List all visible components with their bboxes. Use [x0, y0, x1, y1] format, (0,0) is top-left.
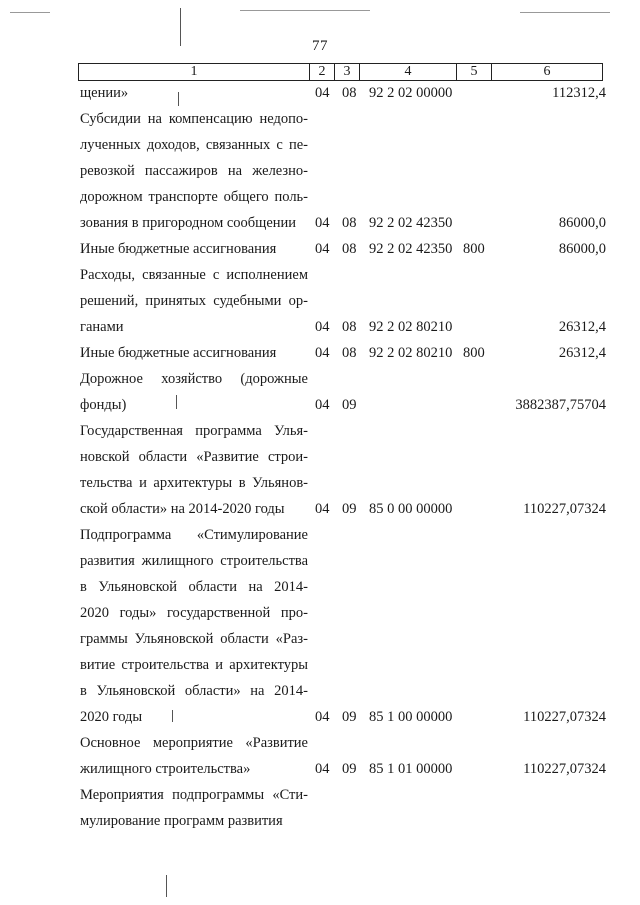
cell-c4: 92 2 02 42350 [369, 215, 453, 231]
row-name-line: Подпрограмма «Стимулирование [80, 527, 308, 543]
row-name-line: Дорожное хозяйство (дорожные [80, 371, 308, 387]
row-name-line: Иные бюджетные ассигнования [80, 345, 277, 361]
table-header [78, 63, 603, 81]
cell-c2: 04 [315, 85, 330, 101]
table-row [0, 418, 640, 522]
cell-c2: 04 [315, 761, 330, 777]
row-name-line: жилищного строительства» [80, 761, 251, 777]
row-name [80, 522, 308, 730]
table-row [0, 236, 640, 262]
row-name-line: Субсидии на компенсацию недопо- [80, 111, 308, 127]
row-name [80, 262, 308, 340]
table-row [0, 340, 640, 366]
cell-c6: 26312,4 [558, 345, 606, 361]
row-name-line: Основное мероприятие «Развитие [80, 735, 308, 751]
cell-c5: 800 [463, 345, 485, 361]
cell-c4: 85 1 01 00000 [369, 761, 453, 777]
table-row [0, 522, 640, 730]
row-name-line: Мероприятия подпрограммы «Сти- [80, 787, 308, 803]
cell-c2: 04 [315, 709, 330, 725]
row-name-line: новской области «Развитие строи- [80, 449, 308, 465]
row-name-line: решений, принятых судебными ор- [80, 293, 308, 309]
cell-c4: 92 2 02 42350 [369, 241, 453, 257]
fold-mark-4 [172, 710, 173, 722]
row-name-line: зования в пригородном сообщении [80, 215, 297, 231]
row-name-line: фонды) [80, 397, 127, 413]
cell-c2: 04 [315, 397, 330, 413]
header-col-4: 4 [360, 64, 457, 81]
header-col-2: 2 [310, 64, 335, 81]
row-name [80, 782, 308, 834]
cell-c6: 26312,4 [558, 319, 606, 335]
row-name-line: в Ульяновской области на 2014- [80, 579, 308, 595]
cell-c3: 08 [342, 85, 357, 101]
cell-c4: 92 2 02 80210 [369, 345, 453, 361]
cell-c2: 04 [315, 501, 330, 517]
cell-c4: 92 2 02 00000 [369, 85, 453, 101]
fold-mark-2 [178, 92, 179, 106]
cell-c4: 85 0 00 00000 [369, 501, 453, 517]
row-name [80, 730, 308, 782]
cell-c3: 08 [342, 215, 357, 231]
cell-c6: 3882387,75704 [515, 397, 606, 413]
row-name-line: тельства и архитектуры в Ульянов- [80, 475, 308, 491]
top-scan-dash-3 [520, 12, 610, 13]
table-row [0, 366, 640, 418]
cell-c3: 09 [342, 501, 357, 517]
row-name-line: мулирование программ развития [80, 813, 283, 829]
cell-c3: 08 [342, 319, 357, 335]
table-row [0, 262, 640, 340]
row-name-line: ганами [80, 319, 124, 335]
top-scan-dash-2 [240, 10, 370, 11]
table-row [0, 782, 640, 834]
row-name-line: лученных доходов, связанных с пе- [80, 137, 308, 153]
row-name-line: развития жилищного строительства [80, 553, 308, 569]
cell-c2: 04 [315, 241, 330, 257]
cell-c6: 112312,4 [552, 85, 606, 101]
row-name-line: ской области» на 2014-2020 годы [80, 501, 285, 517]
cell-c2: 04 [315, 345, 330, 361]
cell-c4: 85 1 00 00000 [369, 709, 453, 725]
fold-mark-3 [176, 395, 177, 409]
row-name [80, 340, 308, 366]
cell-c3: 08 [342, 345, 357, 361]
row-name-line: Иные бюджетные ассигнования [80, 241, 277, 257]
row-name-line: граммы Ульяновской области «Раз- [80, 631, 308, 647]
table-row [0, 106, 640, 236]
cell-c3: 09 [342, 397, 357, 413]
cell-c3: 09 [342, 709, 357, 725]
cell-c6: 110227,07324 [523, 709, 606, 725]
cell-c6: 110227,07324 [523, 761, 606, 777]
cell-c4: 92 2 02 80210 [369, 319, 453, 335]
top-scan-dash-1 [10, 12, 50, 13]
row-name [80, 106, 308, 236]
row-name-line: ревозкой пассажиров на железно- [80, 163, 308, 179]
row-name [80, 236, 308, 262]
row-name [80, 80, 308, 106]
row-name-line: Государственная программа Улья- [80, 423, 308, 439]
cell-c6: 86000,0 [558, 215, 606, 231]
header-col-3: 3 [335, 64, 360, 81]
row-name-line: 2020 годы» государственной про- [80, 605, 308, 621]
table-row [0, 730, 640, 782]
row-name-line: витие строительства и архитектуры [80, 657, 308, 673]
cell-c2: 04 [315, 215, 330, 231]
fold-mark-1 [180, 8, 181, 46]
cell-c6: 86000,0 [558, 241, 606, 257]
header-col-6: 6 [492, 64, 603, 81]
row-name-line: в Ульяновской области» на 2014- [80, 683, 308, 699]
cell-c6: 110227,07324 [523, 501, 606, 517]
cell-c3: 08 [342, 241, 357, 257]
fold-mark-5 [166, 875, 167, 897]
row-name-line: 2020 годы [80, 709, 143, 725]
cell-c5: 800 [463, 241, 485, 257]
row-name-line: дорожном транспорте общего поль- [80, 189, 308, 205]
table-row [0, 80, 640, 106]
row-name [80, 366, 308, 418]
page-number: 77 [312, 38, 328, 54]
cell-c3: 09 [342, 761, 357, 777]
cell-c2: 04 [315, 319, 330, 335]
row-name-line: щении» [80, 85, 129, 101]
header-col-5: 5 [457, 64, 492, 81]
row-name [80, 418, 308, 522]
row-name-line: Расходы, связанные с исполнением [80, 267, 308, 283]
header-col-1: 1 [79, 64, 310, 81]
